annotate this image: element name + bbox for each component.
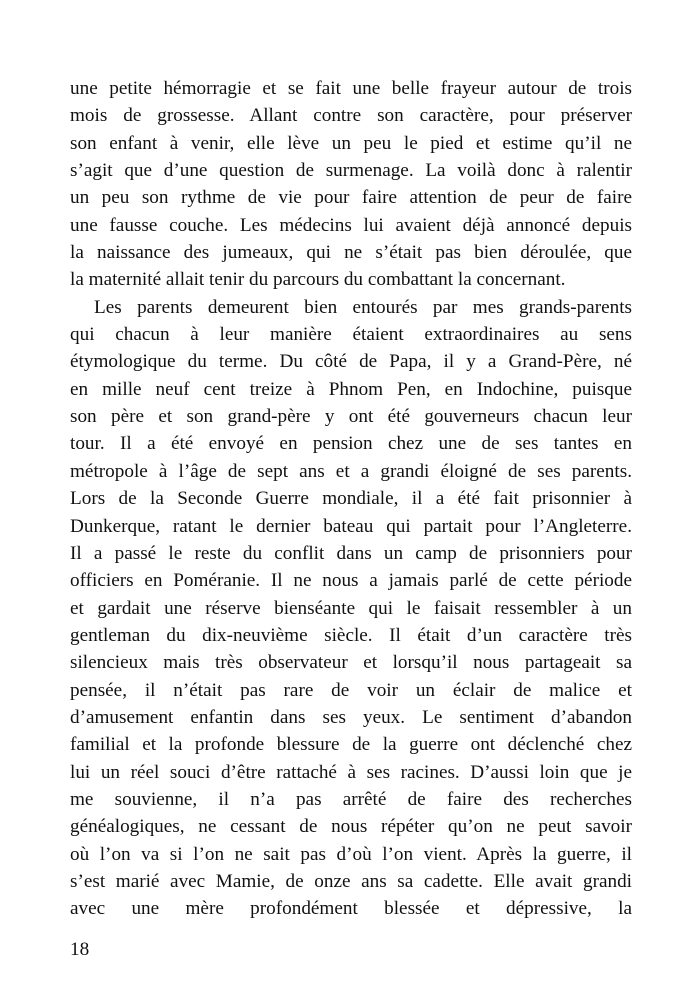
- text-line: lui un réel souci d’être rattaché à ses racines. D’aussi loin que je: [70, 761, 632, 783]
- text-line: Lors de la Seconde Guerre mondiale, il a été fait prisonnier à: [70, 488, 632, 510]
- text-line: un peu son rythme de vie pour faire attention de peur de faire: [70, 187, 632, 209]
- text-line: s’est marié avec Mamie, de onze ans sa cadette. Elle avait grandi: [70, 870, 632, 892]
- text-line: la naissance des jumeaux, qui ne s’était pas bien déroulée, que: [70, 242, 632, 264]
- text-line: en mille neuf cent treize à Phnom Pen, en Indochine, puisque: [70, 378, 632, 400]
- text-line: gentleman du dix-neuvième siècle. Il était d’un caractère très: [70, 624, 632, 646]
- text-line: Il a passé le reste du conflit dans un camp de prisonniers pour: [70, 542, 632, 564]
- page-body-text: [70, 75, 632, 923]
- paragraph: [70, 294, 632, 923]
- text-line: me souvienne, il n’a pas arrêté de faire des recherches: [70, 788, 632, 810]
- text-line: tour. Il a été envoyé en pension chez une de ses tantes en: [70, 433, 632, 455]
- text-line: Dunkerque, ratant le dernier bateau qui partait pour l’Angleterre.: [70, 515, 632, 537]
- paragraph: [70, 75, 632, 294]
- text-line: une petite hémorragie et se fait une belle frayeur autour de trois: [70, 78, 632, 99]
- text-line: son père et son grand-père y ont été gouverneurs chacun leur: [70, 406, 632, 428]
- text-line: où l’on va si l’on ne sait pas d’où l’on vient. Après la guerre, il: [70, 843, 632, 865]
- text-line: étymologique du terme. Du côté de Papa, il y a Grand-Père, né: [70, 351, 632, 373]
- text-line: d’amusement enfantin dans ses yeux. Le sentiment d’abandon: [70, 706, 632, 728]
- text-line: généalogiques, ne cessant de nous répéter qu’on ne peut savoir: [70, 816, 632, 838]
- text-line: pensée, il n’était pas rare de voir un éclair de malice et: [70, 679, 632, 701]
- text-line: silencieux mais très observateur et lorsqu’il nous partageait sa: [70, 652, 632, 674]
- page-number: 18: [70, 939, 90, 960]
- text-line: et gardait une réserve bienséante qui le faisait ressembler à un: [70, 597, 632, 619]
- text-line: qui chacun à leur manière étaient extraordinaires au sens: [70, 324, 632, 346]
- text-line: officiers en Poméranie. Il ne nous a jamais parlé de cette période: [70, 570, 632, 592]
- text-line: mois de grossesse. Allant contre son caractère, pour préserver: [70, 105, 632, 127]
- text-line: son enfant à venir, elle lève un peu le pied et estime qu’il ne: [70, 132, 632, 154]
- text-line: avec une mère profondément blessée et dépressive, la: [70, 898, 632, 920]
- text-line: une fausse couche. Les médecins lui avaient déjà annoncé depuis: [70, 214, 632, 236]
- text-line: s’agit que d’une question de surmenage. La voilà donc à ralentir: [70, 160, 632, 182]
- text-line: familial et la profonde blessure de la guerre ont déclenché chez: [70, 734, 632, 756]
- text-line: métropole à l’âge de sept ans et a grandi éloigné de ses parents.: [70, 460, 632, 482]
- text-line: Les parents demeurent bien entourés par mes grands-parents: [94, 296, 632, 318]
- text-line: la maternité allait tenir du parcours du combattant la concernant.: [70, 269, 566, 291]
